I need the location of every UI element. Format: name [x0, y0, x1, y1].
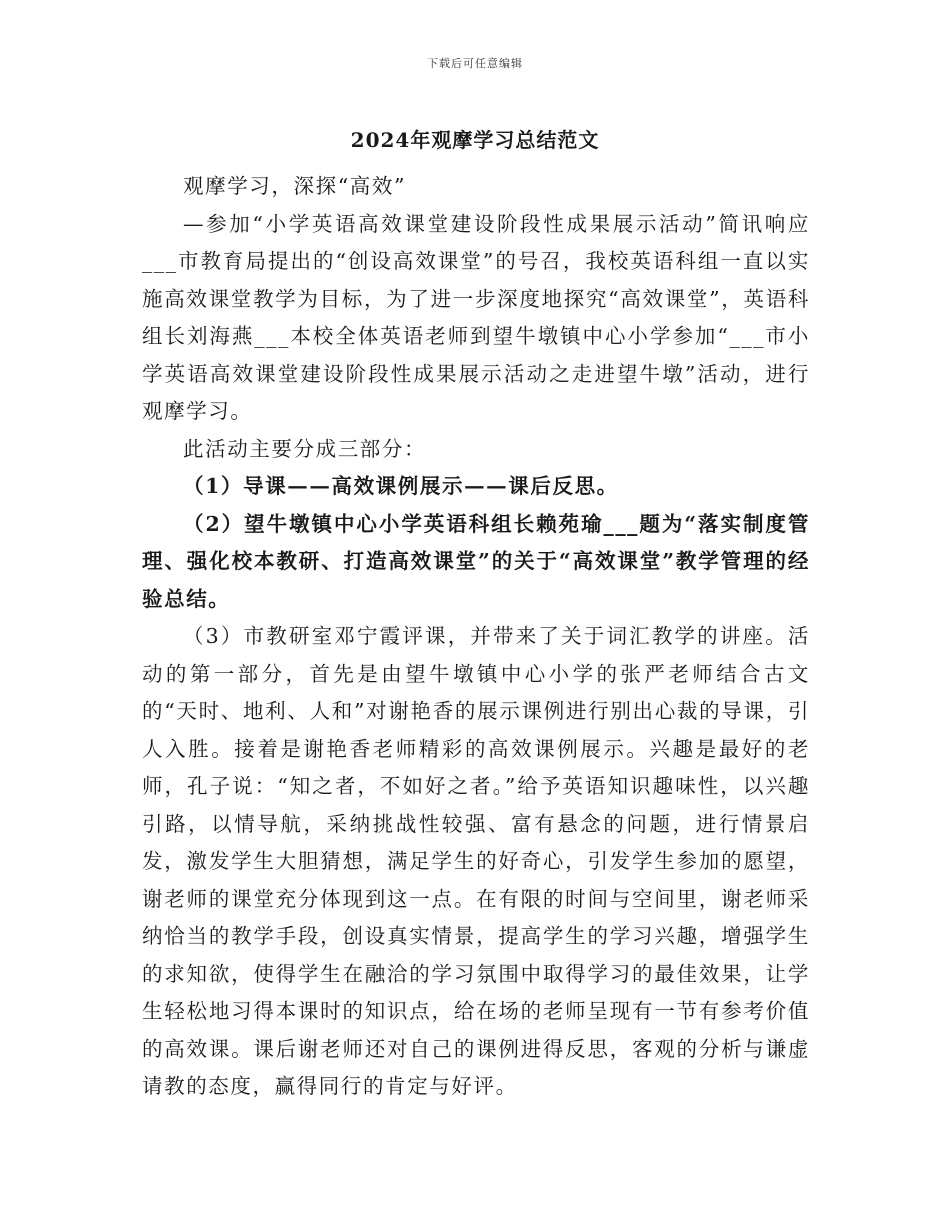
paragraph-parts-lead: 此活动主要分成三部分： — [183, 436, 427, 461]
document-body — [142, 168, 810, 1106]
paragraph-part-3: （3）市教研室邓宁霞评课，并带来了关于词汇教学的讲座。活动的第一部分，首先是由望牛墩镇中心小学的张严老师结合古文的“天时、地利、人和”对谢艳香的展示课例进行别出心裁的导课，引人入胜。接着是谢艳香老师精彩的高效课例展示。兴趣是最好的老师，孔子说：“知之者，不如好之者。”给予英语知识趣味性，以兴趣引路，以情导航，采纳挑战性较强、富有悬念的问题，进行情景启发，激发学生大胆猜想，满足学生的好奇心，引发学生参加的愿望，谢老师的课堂充分体现到这一点。在有限的时间与空间里，谢老师采纳恰当的教学手段，创设真实情景，提高学生的学习兴趣，增强学生的求知欲，使得学生在融洽的学习氛围中取得学习的最佳效果，让学生轻松地习得本课时的知识点，给在场的老师呈现有一节有参考价值的高效课。课后谢老师还对自己的课例进得反思，客观的分析与谦虚请教的态度，赢得同行的肯定与好评。 — [142, 624, 810, 1098]
paragraph-subtitle: 观摩学习，深探“高效” — [183, 174, 407, 198]
page-header-note: 下载后可任意编辑 — [427, 57, 523, 70]
paragraph-part-2: （2）望牛墩镇中心小学英语科组长赖苑瑜___题为“落实制度管理、强化校本教研、打造高效课堂”的关于“高效课堂”教学管理的经验总结。 — [142, 511, 810, 611]
paragraph-intro: —参加“小学英语高效课堂建设阶段性成果展示活动”简讯响应___市教育局提出的“创设高效课堂”的号召，我校英语科组一直以实施高效课堂教学为目标，为了进一步深度地探究“高效课堂”，英语科组长刘海燕___本校全体英语老师到望牛墩镇中心小学参加“___市小学英语高效课堂建设阶段性成果展示活动之走进望牛墩”活动，进行观摩学习。 — [142, 211, 810, 423]
document-title: 2024年观摩学习总结范文 — [350, 128, 600, 152]
paragraph-part-1: （1）导课——高效课例展示——课后反思。 — [183, 474, 619, 498]
